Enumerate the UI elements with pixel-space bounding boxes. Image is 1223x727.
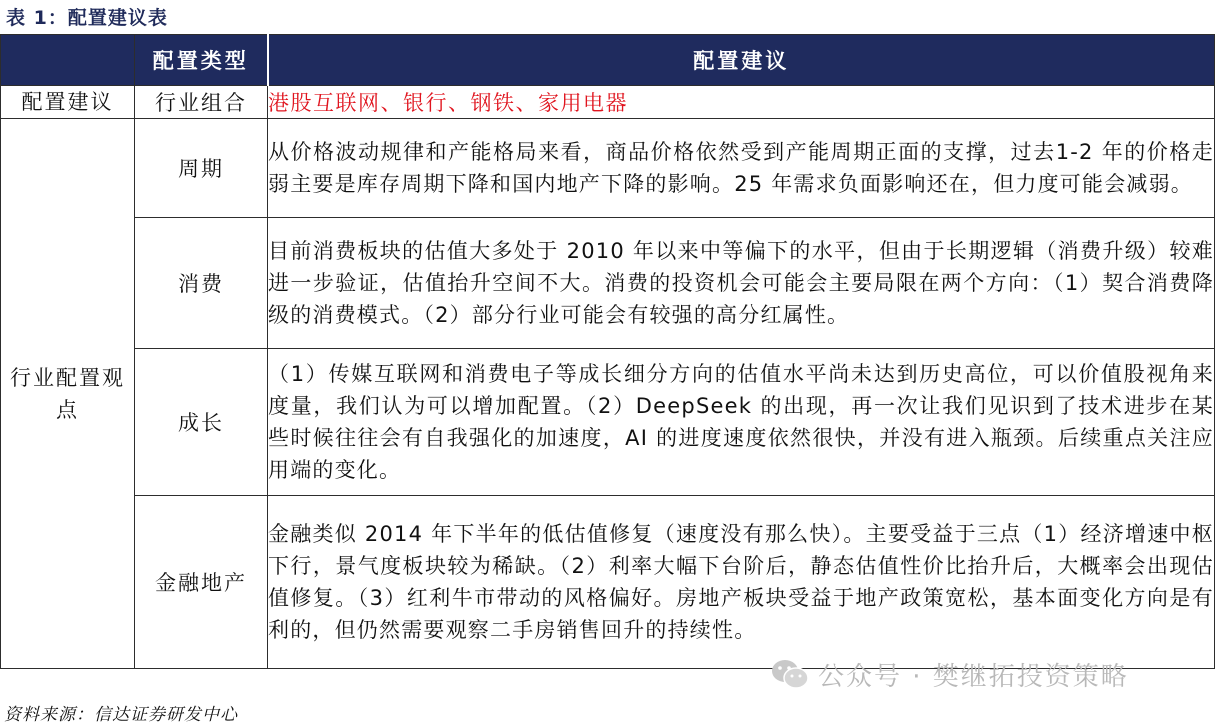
header-advice: 配置建议: [268, 35, 1215, 86]
allocation-table: [0, 34, 1215, 669]
table-row: [1, 349, 1215, 496]
table-row: [1, 496, 1215, 669]
wechat-icon: [770, 657, 810, 691]
table-row: [1, 119, 1215, 218]
type-consumption: 消费: [135, 218, 268, 349]
type-industry-combo: 行业组合: [135, 86, 268, 119]
category-industry-view: 行业配置观点: [1, 119, 135, 669]
source-note: 资料来源：信达证券研发中心: [4, 705, 238, 725]
advice-finance-realestate: 金融类似 2014 年下半年的低估值修复（速度没有那么快）。主要受益于三点（1）经济增速中枢下行，景气度板块较为稀缺。（2）利率大幅下台阶后，静态估值性价比抬升后，大概率会出现估值修复。（3）红利牛市带动的风格偏好。房地产板块受益于地产政策宽松，基本面变化方向是有利的，但仍然需要观察二手房销售回升的持续性。: [268, 496, 1215, 669]
type-cycle: 周期: [135, 119, 268, 218]
category-recommendation: 配置建议: [1, 86, 135, 119]
table-row: [1, 218, 1215, 349]
advice-growth: （1）传媒互联网和消费电子等成长细分方向的估值水平尚未达到历史高位，可以价值股视角来度量，我们认为可以增加配置。（2）DeepSeek 的出现，再一次让我们见识到了技术进步在某些时候往往会有自我强化的加速度，AI 的进度速度依然很快，并没有进入瓶颈。后续重点关注应用端的变化。: [268, 349, 1215, 496]
table-header-row: [1, 35, 1215, 86]
table-row: [1, 86, 1215, 119]
header-blank-cell: [1, 35, 135, 86]
table-title: 表 1：配置建议表: [6, 7, 168, 29]
recommended-industries: 港股互联网、银行、钢铁、家用电器: [268, 86, 1215, 119]
watermark-text: 公众号 · 樊继拓投资策略: [818, 661, 1129, 692]
advice-consumption: 目前消费板块的估值大多处于 2010 年以来中等偏下的水平，但由于长期逻辑（消费升级）较难进一步验证，估值抬升空间不大。消费的投资机会可能会主要局限在两个方向：（1）契合消费降级的消费模式。（2）部分行业可能会有较强的高分红属性。: [268, 218, 1215, 349]
header-type: 配置类型: [135, 35, 268, 86]
type-growth: 成长: [135, 349, 268, 496]
advice-cycle: 从价格波动规律和产能格局来看，商品价格依然受到产能周期正面的支撑，过去1-2 年的价格走弱主要是库存周期下降和国内地产下降的影响。25 年需求负面影响还在，但力度可能会减弱。: [268, 119, 1215, 218]
watermark: [770, 656, 1129, 692]
type-finance-realestate: 金融地产: [135, 496, 268, 669]
